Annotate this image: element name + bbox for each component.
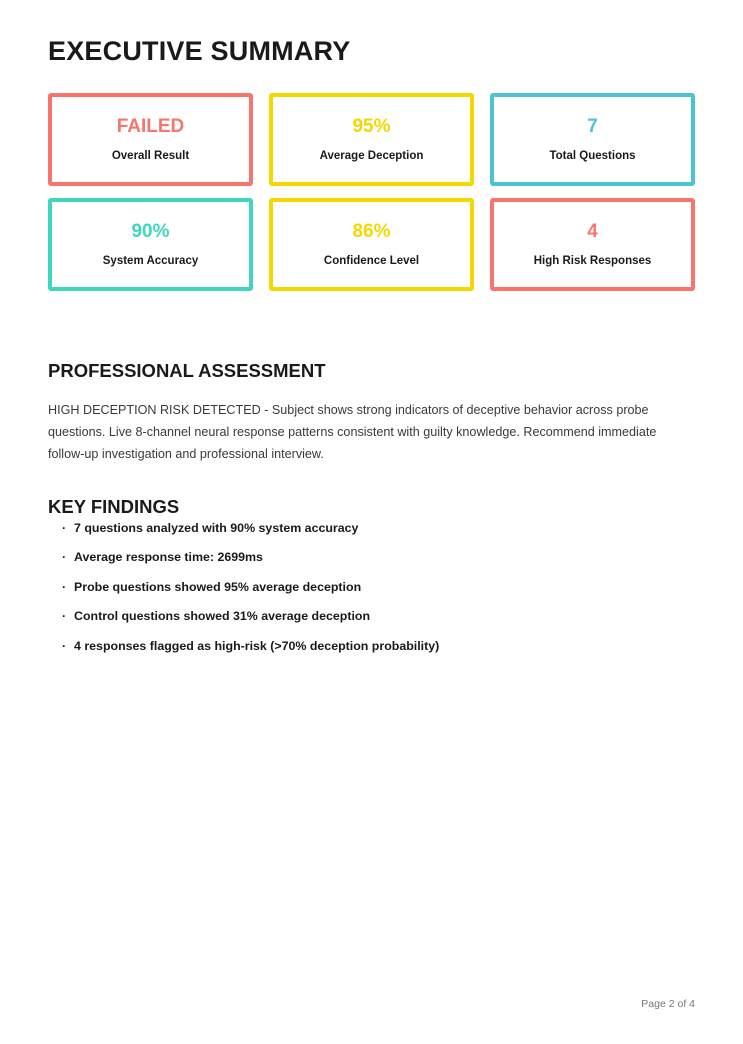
key-findings-heading: KEY FINDINGS [48, 496, 180, 518]
professional-assessment-text: HIGH DECEPTION RISK DETECTED - Subject shows strong indicators of deceptive behavior across probe questions. Live 8-channel neural response patterns consistent with guilty knowledge. Recommend immediate follow-up investigation and professional interview. [48, 402, 657, 462]
key-findings-list [62, 522, 682, 669]
bullet-icon: · [62, 609, 67, 624]
page-title: EXECUTIVE SUMMARY [48, 36, 351, 67]
professional-assessment-heading: PROFESSIONAL ASSESSMENT [48, 360, 326, 382]
list-item [62, 640, 682, 652]
metric-card-average-deception [269, 93, 474, 186]
metric-label: Average Deception [319, 150, 424, 163]
metric-label: High Risk Responses [533, 255, 652, 268]
metric-value: 95% [352, 115, 391, 137]
list-item-label: Probe questions showed 95% average deception [74, 579, 362, 594]
bullet-icon: · [62, 579, 67, 594]
list-item-label: Average response time: 2699ms [74, 550, 263, 565]
list-item-label: Control questions showed 31% average deception [74, 609, 371, 624]
metric-card-total-questions [490, 93, 695, 186]
list-item [62, 581, 682, 593]
metric-value: FAILED [116, 115, 185, 137]
metric-label: System Accuracy [102, 255, 199, 268]
bullet-icon: · [62, 550, 67, 565]
metric-value: 7 [587, 115, 598, 137]
metric-label: Total Questions [549, 150, 636, 163]
bullet-icon: · [62, 638, 67, 653]
metric-value: 4 [587, 220, 598, 242]
list-item [62, 522, 682, 534]
metric-value: 90% [131, 220, 170, 242]
metric-label: Confidence Level [323, 255, 420, 268]
list-item-label: 7 questions analyzed with 90% system accuracy [74, 521, 359, 535]
metric-label: Overall Result [111, 150, 190, 163]
list-item [62, 610, 682, 622]
metric-card-high-risk-responses [490, 198, 695, 291]
list-item-label: 4 responses flagged as high-risk (>70% deception probability) [74, 638, 440, 653]
metric-card-system-accuracy [48, 198, 253, 291]
list-item [62, 551, 682, 563]
metric-value: 86% [352, 220, 391, 242]
metric-card-grid [48, 93, 695, 291]
page-footer: Page 2 of 4 [641, 998, 695, 1010]
metric-card-overall-result [48, 93, 253, 186]
bullet-icon: · [62, 521, 67, 535]
metric-card-confidence-level [269, 198, 474, 291]
